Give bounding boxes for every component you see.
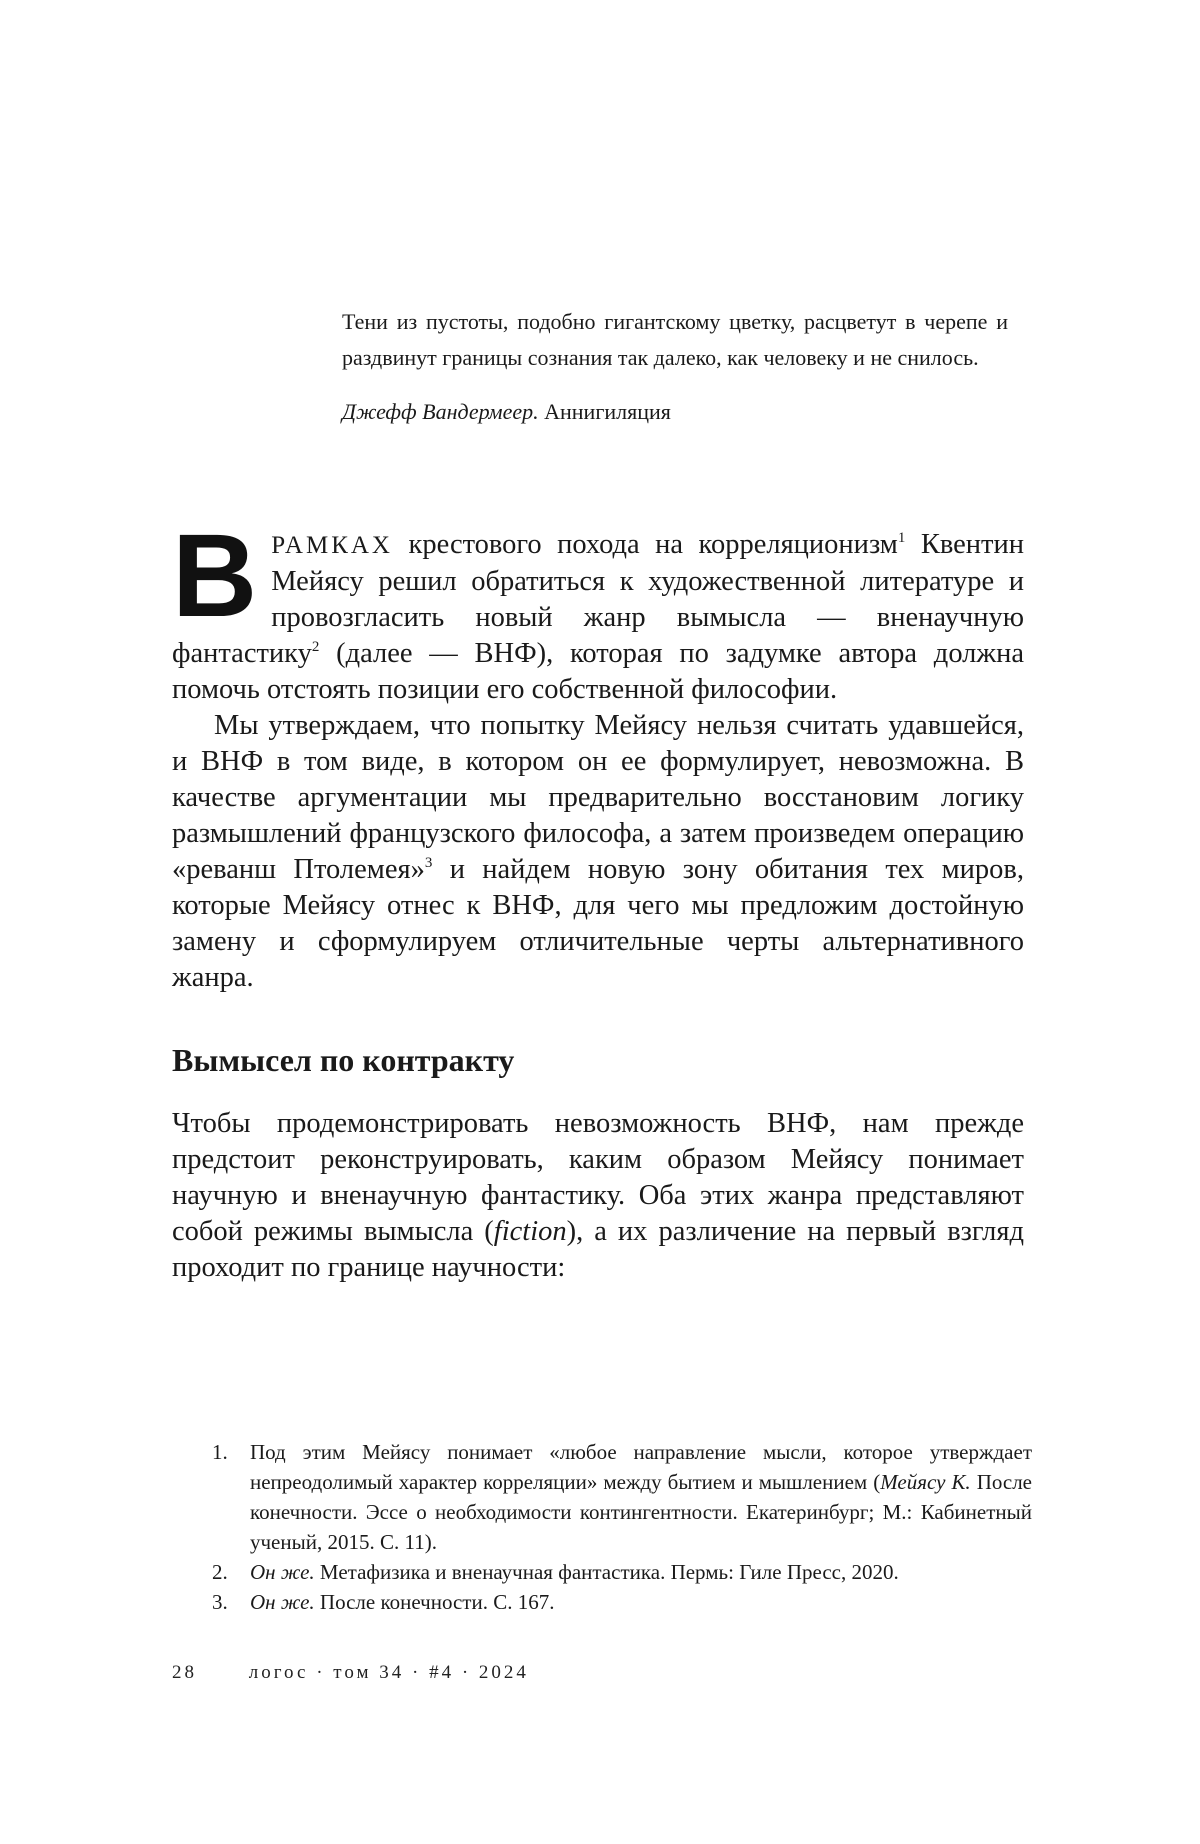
intro-p2-text-a: Мы утверждаем, что попытку Мейясу нельзя считать удавшейся, и ВНФ в том виде, в котором он ее формулирует, невозможна. В качестве аргументации мы предварительно восстановим логику размышлений французского философа, а затем произведем операцию «реванш Птолемея» [172,710,1024,885]
intro-p2-text-b: и найдем новую зону обитания тех миров, которые Мейясу отнес к ВНФ, для чего мы предложим достойную замену и сформулируем отличительные черты альтернативного жанра. [172,854,1024,993]
lead-smallcaps: РАМКАХ [271,532,393,559]
intro-p1-text-b: Квентин Мейясу решил обратиться к художественной литературе и провозгласить новый жанр вымысла — вненаучную фантастику [172,529,1024,669]
footnote-item [212,1557,1032,1587]
epigraph-quote: Тени из пустоты, подобно гигантскому цветку, расцветут в черепе и раздвинут границы сознания так далеко, как человеку и не снилось. [342,309,1008,370]
footnote-ref-2[interactable]: 2 [311,639,320,655]
footnote-ref-1[interactable]: 1 [897,530,906,546]
section-p1-italic: fiction [493,1216,567,1247]
running-footer [172,1662,529,1684]
section-p1-text-b: ), а их различение на первый взгляд проходит по границе научности: [172,1216,1024,1283]
epigraph-source [342,394,1008,430]
epigraph-author: Джефф Вандермеер. [342,399,539,424]
footnote-italic: Мейясу К. [880,1470,971,1494]
section-paragraph-1 [172,1106,1024,1286]
footnotes-list [212,1437,1032,1617]
footnote-text-2: После конечности. Эссе о необходимости контингентности. Екатеринбург; М.: Кабинетный ученый, 2015. С. 11). [250,1470,1032,1554]
footnote-item [212,1437,1032,1557]
intro-p1-text-c: (далее — ВНФ), которая по задумке автора должна помочь отстоять позиции его собственной философии. [172,638,1025,705]
footnote-item [212,1587,1032,1617]
epigraph [342,304,1008,430]
journal-info: логос · том 34 · #4 · 2024 [248,1662,529,1683]
intro-section [172,510,1025,996]
footnote-italic: Он же. [250,1590,315,1614]
footnote-italic: Он же. [250,1560,315,1584]
intro-paragraph-2 [172,708,1024,996]
drop-cap: В [172,510,258,642]
intro-p1-text-a: крестового похода на корреляционизм [408,529,898,560]
section-heading: Вымысел по контракту [172,1042,515,1078]
footnote-number: 2. [212,1560,228,1584]
footnote-number: 1. [212,1440,228,1464]
page-number: 28 [172,1662,197,1683]
footnote-number: 3. [212,1590,228,1614]
section-p1-text-a: Чтобы продемонстрировать невозможность ВНФ, нам прежде предстоит реконструировать, каким образом Мейясу понимает научную и вненаучную фантастику. Оба этих жанра представляют собой режимы вымысла ( [172,1108,1024,1247]
epigraph-work: Аннигиляция [544,399,671,424]
footnote-text: После конечности. С. 167. [314,1590,555,1614]
footnote-text: Под этим Мейясу понимает «любое направление мысли, которое утверждает непреодолимый характер корреляции» между бытием и мышлением ( [250,1440,1032,1494]
footnote-text: Метафизика и вненаучная фантастика. Пермь: Гиле Пресс, 2020. [314,1560,899,1584]
section-body [172,1106,1024,1286]
footnote-ref-3[interactable]: 3 [424,855,433,871]
intro-paragraph-1 [172,510,1025,708]
